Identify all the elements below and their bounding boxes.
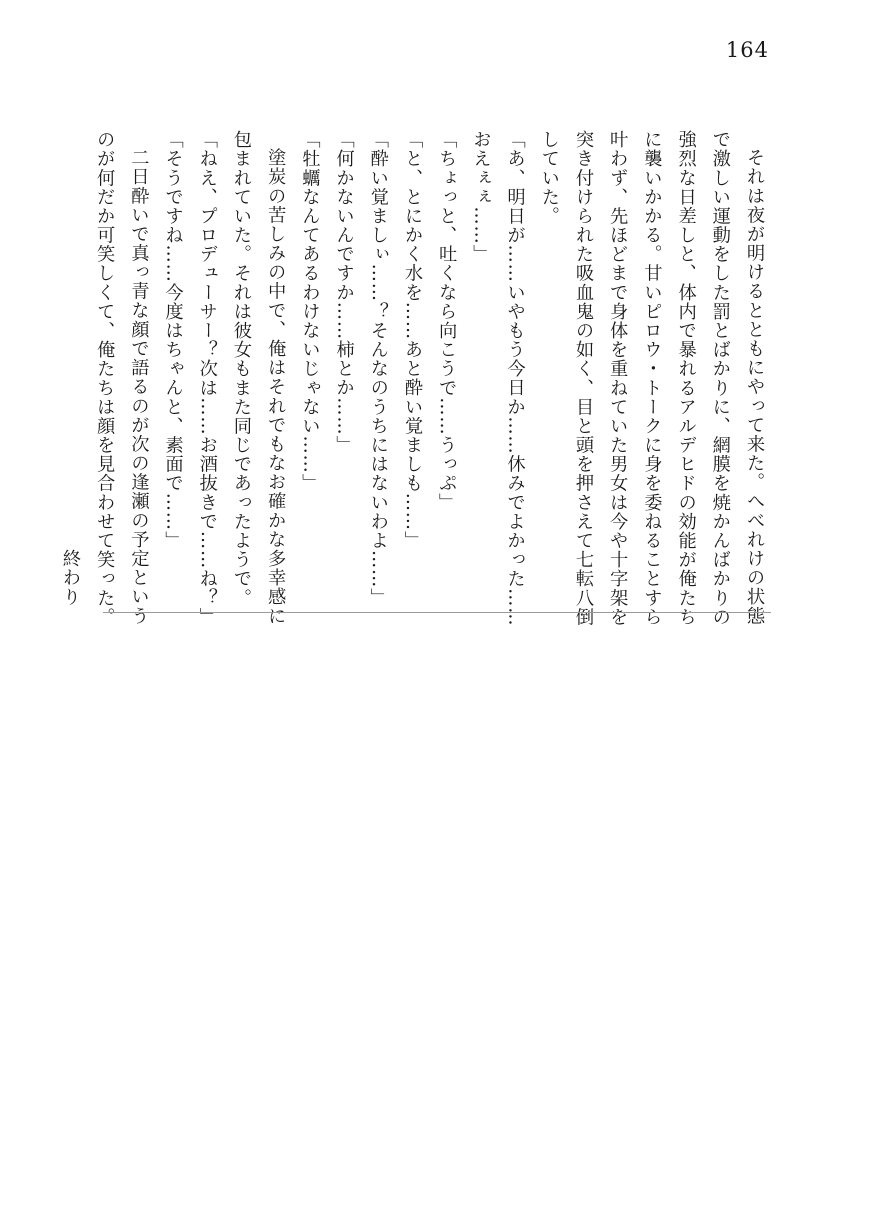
text-line: 「あ、明日が……いやもう今日か……休みでよかった…… <box>504 130 526 627</box>
text-line: 「と、とにかく水を……あと酔い覚ましも……」 <box>401 130 423 550</box>
text-line: 二日酔いで真っ青な顔で語るのが次の逢瀬の予定という <box>128 148 150 626</box>
section-divider <box>103 612 771 613</box>
text-line: 塗炭の苦しみの中で、俺はそれでもなお確かな多幸感に <box>265 148 287 626</box>
text-line: 「酔い覚ましぃ……？そんなのうちにはないわよ……」 <box>367 130 389 608</box>
end-mark: 終わり <box>59 548 81 606</box>
text-line: 突き付けられた吸血鬼の如く、目と頭を押さえて七転八倒 <box>572 130 594 627</box>
text-line: で激しい運動をした罰とばかりに、網膜を焼かんばかりの <box>709 130 731 627</box>
text-line: 「牡蠣なんてあるわけないじゃない……」 <box>299 130 321 493</box>
body-text <box>59 130 771 627</box>
text-line: おえぇぇ……」 <box>470 130 492 264</box>
text-line: 包まれていた。それは彼女もまた同じであったようで。 <box>230 130 252 608</box>
page-number: 164 <box>725 38 769 62</box>
text-line: 「そうですね……今度はちゃんと、素面で……」 <box>162 130 184 550</box>
text-line: 「ちょっと、吐くなら向こうで……うっぷ」 <box>436 130 458 512</box>
text-line: 「ねえ、プロデューサー？次は……お酒抜きで……ね？」 <box>196 130 218 627</box>
text-line: していた。 <box>538 130 560 226</box>
text-line: のが何だか可笑しくて、俺たちは顔を見合わせて笑った。 <box>94 130 116 627</box>
text-line: 強烈な日差しと、体内で暴れるアルデヒドの効能が俺たち <box>675 130 697 627</box>
text-line: に襲いかかる。甘いピロウ・トークに身を委ねることすら <box>641 130 663 627</box>
text-line: 叶わず、先ほどまで身体を重ねていた男女は今や十字架を <box>607 130 629 627</box>
text-line: それは夜が明けるとともにやって来た。へべれけの状態 <box>744 148 765 626</box>
text-line: 「何かないんですか……柿とか……」 <box>333 130 355 455</box>
